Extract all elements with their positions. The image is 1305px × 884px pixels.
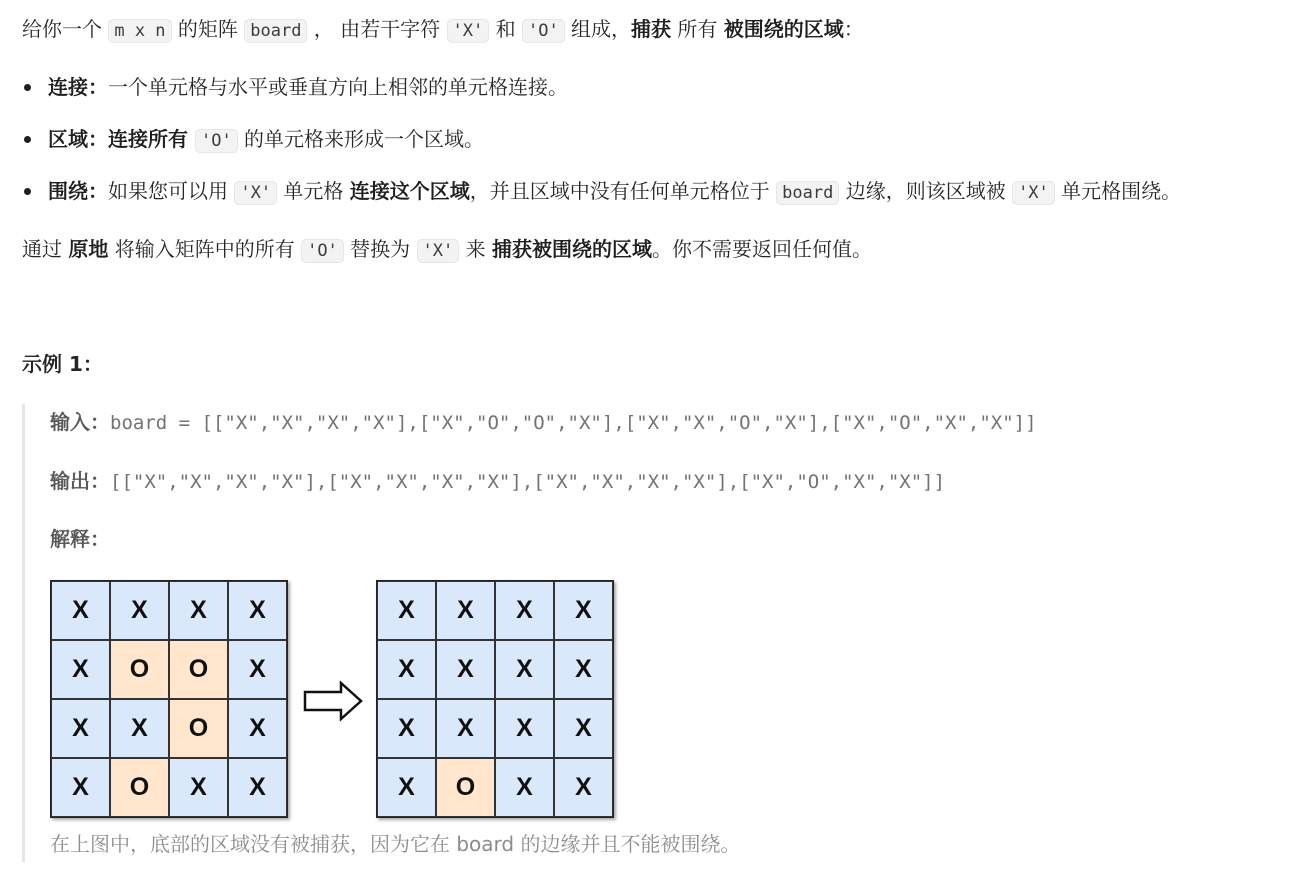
intro-paragraph (22, 14, 864, 44)
board-cell: X (228, 758, 287, 817)
outro-paragraph (22, 234, 872, 264)
bold-capture-regions: 捕获被围绕的区域 (491, 237, 652, 261)
bold-connect-all: 连接所有 (108, 127, 195, 151)
outro-text-3: 替换为 (343, 237, 417, 261)
board-cell: X (436, 640, 495, 699)
bold-in-place: 原地 (68, 237, 109, 261)
list-item-connect (22, 72, 1181, 124)
board-cell: X (51, 758, 110, 817)
list-item-region (22, 124, 1181, 176)
board-cell: X (554, 640, 613, 699)
right-arrow-icon (303, 680, 365, 722)
surround-text-4: 边缘，则该区域被 (839, 179, 1013, 203)
board-after-diagram (376, 580, 614, 818)
output-value: [["X","X","X","X"],["X","X","X","X"],["X","X","X","X"],["X","O","X","X"]] (110, 471, 946, 493)
intro-text-6: 所有 (671, 17, 724, 41)
code-x-char: 'X' (234, 181, 277, 205)
output-label: 输出： (50, 469, 110, 493)
board-cell: X (169, 758, 228, 817)
intro-text-5: 组成， (564, 17, 632, 41)
bold-region-label: 区域： (48, 127, 108, 151)
board-cell: X (377, 758, 436, 817)
board-cell: X (495, 640, 554, 699)
region-text: 的单元格来形成一个区域。 (237, 127, 485, 151)
bold-surround-label: 围绕： (48, 179, 108, 203)
bold-capture: 捕获 (631, 17, 672, 41)
board-cell: O (110, 758, 169, 817)
explanation-label: 解释： (50, 527, 110, 551)
surround-text-5: 单元格围绕。 (1054, 179, 1182, 203)
board-cell: X (377, 581, 436, 640)
outro-text-5: 。你不需要返回任何值。 (651, 237, 872, 261)
board-cell: X (377, 699, 436, 758)
board-cell: O (169, 640, 228, 699)
board-cell: X (554, 581, 613, 640)
board-cell: X (495, 758, 554, 817)
board-cell: X (228, 581, 287, 640)
intro-text-7: ： (843, 17, 864, 41)
board-cell: X (436, 581, 495, 640)
board-cell: X (495, 581, 554, 640)
board-cell: X (554, 758, 613, 817)
board-cell: X (495, 699, 554, 758)
bold-surrounded-regions: 被围绕的区域 (723, 17, 844, 41)
example-output (50, 466, 945, 496)
code-m-x-n: m x n (108, 19, 171, 43)
example-input (50, 407, 1037, 437)
example-title: 示例 1： (22, 352, 103, 376)
board-before-diagram (50, 580, 288, 818)
board-cell: X (51, 581, 110, 640)
input-label: 输入： (50, 410, 110, 434)
board-cell: X (554, 699, 613, 758)
board-cell: X (110, 581, 169, 640)
code-o-char: 'O' (195, 129, 238, 153)
connect-text: 一个单元格与水平或垂直方向上相邻的单元格连接。 (108, 75, 568, 99)
board-cell: O (436, 758, 495, 817)
intro-text-3: ， 由若干字符 (307, 17, 447, 41)
intro-text-2: 的矩阵 (171, 17, 245, 41)
definition-list (22, 72, 1181, 228)
diagram-caption: 在上图中，底部的区域没有被捕获，因为它在 board 的边缘并且不能被围绕。 (50, 832, 741, 856)
code-board: board (776, 181, 839, 205)
board-cell: X (51, 699, 110, 758)
outro-text-1: 通过 (22, 237, 69, 261)
bold-connect-region: 连接这个区域 (349, 179, 470, 203)
board-cell: O (110, 640, 169, 699)
outro-text-2: 将输入矩阵中的所有 (108, 237, 302, 261)
board-cell: X (110, 699, 169, 758)
board-cell: X (169, 581, 228, 640)
intro-text-1: 给你一个 (22, 17, 109, 41)
surround-text-3: ，并且区域中没有任何单元格位于 (469, 179, 777, 203)
board-cell: X (51, 640, 110, 699)
code-board: board (244, 19, 307, 43)
code-x-char: 'X' (417, 239, 460, 263)
input-value: board = [["X","X","X","X"],["X","O","O","X"],["X","X","O","X"],["X","O","X","X"]] (110, 412, 1037, 434)
intro-text-4: 和 (489, 17, 522, 41)
list-item-surround (22, 176, 1181, 228)
example-block (22, 404, 1300, 862)
surround-text-1: 如果您可以用 (108, 179, 235, 203)
board-cell: O (169, 699, 228, 758)
code-o-char: 'O' (522, 19, 565, 43)
surround-text-2: 单元格 (277, 179, 350, 203)
outro-text-4: 来 (459, 237, 492, 261)
code-o-char: 'O' (301, 239, 344, 263)
board-cell: X (377, 640, 436, 699)
code-x-char: 'X' (1012, 181, 1055, 205)
board-cell: X (228, 699, 287, 758)
code-x-char: 'X' (447, 19, 490, 43)
board-cell: X (228, 640, 287, 699)
example-explanation (50, 524, 110, 554)
board-cell: X (436, 699, 495, 758)
bold-connect-label: 连接： (48, 75, 108, 99)
